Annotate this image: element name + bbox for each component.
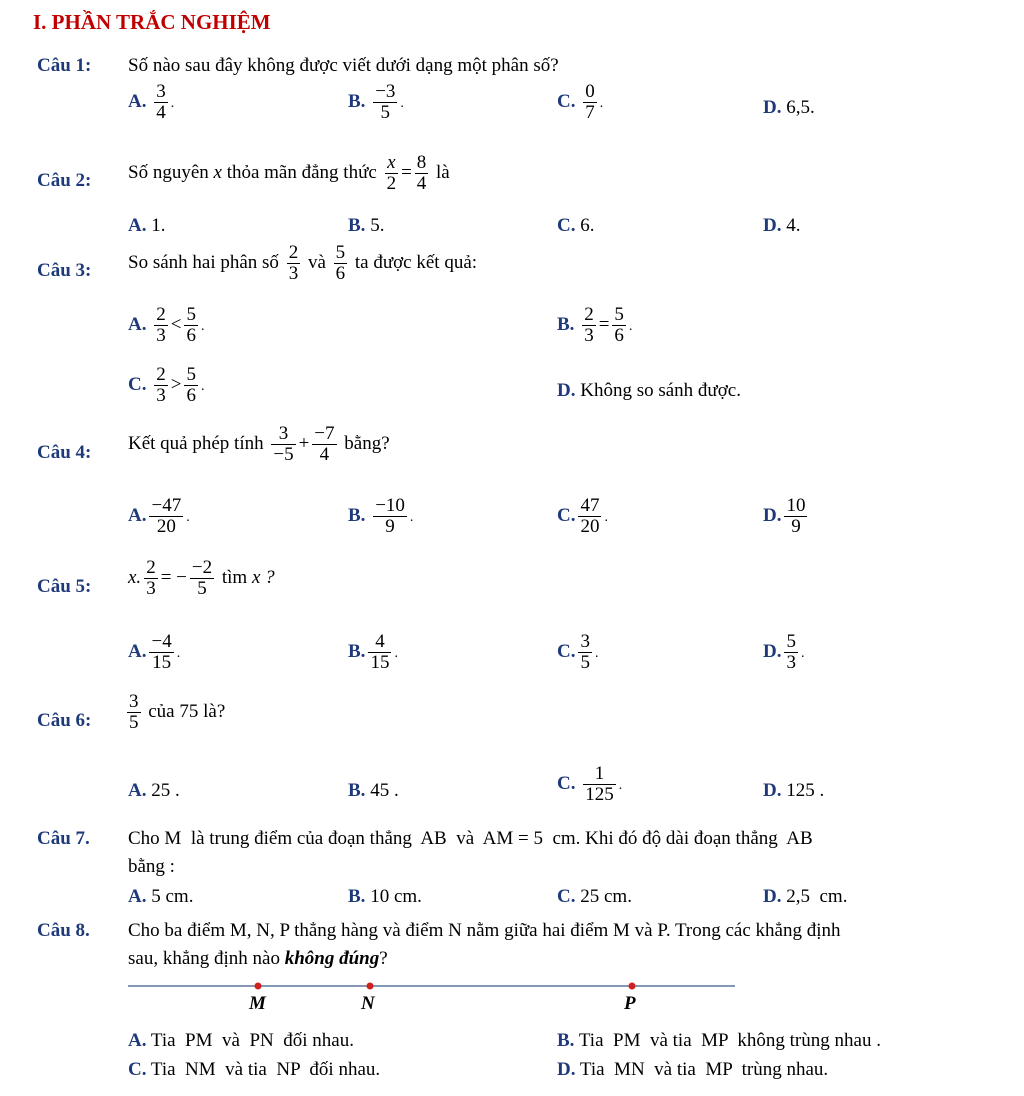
point-n-label: N — [361, 993, 375, 1014]
point-m-dot — [255, 983, 262, 990]
question-2-stem: Số nguyên x thỏa mãn đẳng thức $\frac{x}{2}$ = $\frac{8}{4}$ là — [128, 152, 450, 194]
q5-option-d: D. $\frac{5}{3}$ . — [763, 631, 805, 673]
q5-option-b: B. $\frac{4}{15}$ . — [348, 631, 398, 673]
question-4-label: Câu 4: — [37, 442, 92, 463]
q6-option-d: D. 125 . — [763, 780, 825, 801]
q3-option-d: D. Không so sánh được. — [557, 380, 741, 401]
q5-option-a: A. $\frac{-4}{15}$ . — [128, 631, 181, 673]
q8-option-c: C. Tia NM và tia NP đối nhau. — [128, 1059, 381, 1080]
q7-option-a: A. 5 cm. — [128, 886, 194, 907]
question-7-label: Câu 7. — [37, 828, 90, 849]
q3-option-a: A. $\frac{2}{3}$ < $\frac{5}{6}$ . — [128, 304, 205, 346]
q6-option-a: A. 25 . — [128, 780, 180, 801]
q7-option-c: C. 25 cm. — [557, 886, 632, 907]
q6-option-b: B. 45 . — [348, 780, 399, 801]
question-4-stem: Kết quả phép tính $\frac{3}{-5}$ + $\frac{-7}{4}$ bằng? — [128, 423, 390, 465]
q7-option-d: D. 2,5 cm. — [763, 886, 848, 907]
question-1-stem: Số nào sau đây không được viết dưới dạng một phân số? — [128, 55, 559, 76]
question-2-label: Câu 2: — [37, 170, 92, 191]
q8-option-a: A. Tia PM và PN đối nhau. — [128, 1030, 354, 1051]
q1-option-b: B. $\frac{-3}{5}$ . — [348, 81, 404, 123]
q4-option-d: D. $\frac{10}{9}$ — [763, 495, 806, 537]
question-3-stem: So sánh hai phân số $\frac{2}{3}$ và $\frac{5}{6}$ ta được kết quả: — [128, 242, 478, 284]
question-6-label: Câu 6: — [37, 710, 92, 731]
q4-option-a: A. $\frac{-47}{20}$ . — [128, 495, 190, 537]
question-1-label: Câu 1: — [37, 55, 92, 76]
q2-option-d: D. 4. — [763, 215, 801, 236]
q2-option-c: C. 6. — [557, 215, 595, 236]
question-6-stem: $\frac{3}{5}$ của 75 là? — [129, 691, 226, 733]
question-7-stem-line2: bằng : — [128, 856, 175, 877]
point-p-label: P — [624, 993, 636, 1014]
question-5-label: Câu 5: — [37, 576, 92, 597]
q3-option-c: C. $\frac{2}{3}$ > $\frac{5}{6}$ . — [128, 364, 205, 406]
point-m-label: M — [249, 993, 266, 1014]
point-p-dot — [629, 983, 636, 990]
q4-option-b: B. $\frac{-10}{9}$ . — [348, 495, 414, 537]
section-title: I. PHẦN TRẮC NGHIỆM — [33, 10, 271, 34]
q2-option-a: A. 1. — [128, 215, 166, 236]
q8-option-d: D. Tia MN và tia MP trùng nhau. — [557, 1059, 829, 1080]
question-8-stem-line2: sau, khẳng định nào không đúng? — [128, 948, 388, 969]
question-8-label: Câu 8. — [37, 920, 90, 941]
q8-option-b: B. Tia PM và tia MP không trùng nhau . — [557, 1030, 881, 1051]
question-8-stem-line1: Cho ba điểm M, N, P thẳng hàng và điểm N nằm giữa hai điểm M và P. Trong các khẳng định — [128, 920, 841, 941]
q7-option-b: B. 10 cm. — [348, 886, 422, 907]
question-3-label: Câu 3: — [37, 260, 92, 281]
question-5-stem: x. $\frac{2}{3}$ = − $\frac{-2}{5}$ tìm x ? — [128, 557, 275, 599]
q4-option-c: C. $\frac{47}{20}$ . — [557, 495, 608, 537]
q1-option-c: C. $\frac{0}{7}$ . — [557, 81, 604, 123]
q5-option-c: C. $\frac{3}{5}$ . — [557, 631, 599, 673]
question-7-stem-line1: Cho M là trung điểm của đoạn thẳng AB và AM = 5 cm. Khi đó độ dài đoạn thẳng AB — [128, 828, 813, 849]
q1-option-d: D. 6,5. — [763, 97, 815, 118]
q2-option-b: B. 5. — [348, 215, 385, 236]
q3-option-b: B. $\frac{2}{3}$ = $\frac{5}{6}$ . — [557, 304, 633, 346]
q1-option-a: A. $\frac{3}{4}$ . — [128, 81, 175, 123]
q6-option-c: C. $\frac{1}{125}$ . — [557, 763, 623, 805]
point-n-dot — [367, 983, 374, 990]
